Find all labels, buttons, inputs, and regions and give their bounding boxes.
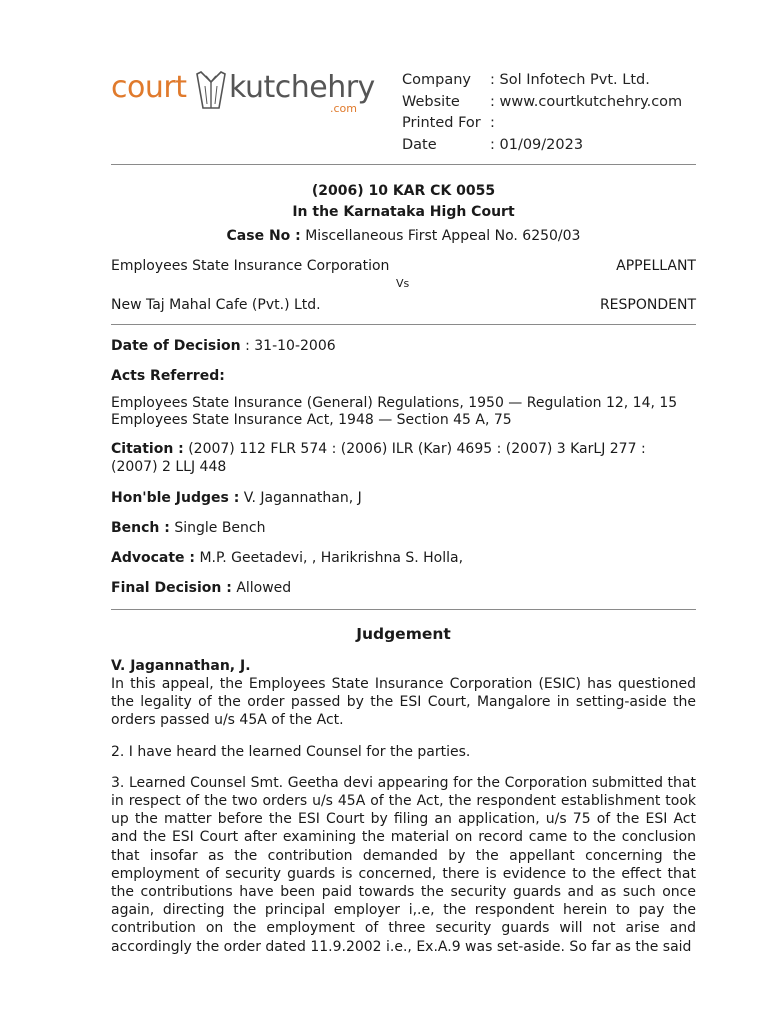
bench-label: Bench :	[111, 520, 170, 536]
judges-label: Hon'ble Judges :	[111, 490, 240, 506]
respondent-name: New Taj Mahal Cafe (Pvt.) Ltd.	[111, 297, 321, 313]
judgement-author	[111, 657, 696, 675]
final-decision	[111, 579, 696, 597]
divider	[111, 609, 696, 610]
court-name: In the Karnataka High Court	[292, 204, 515, 220]
meta-label: Date	[402, 136, 437, 153]
advocate	[111, 549, 696, 567]
divider	[111, 164, 696, 165]
meta-label: Printed For	[402, 115, 481, 131]
parties-block	[111, 258, 696, 328]
advocate-label: Advocate :	[111, 550, 196, 566]
judgement-paragraph: 2. I have heard the learned Counsel for the parties.	[111, 743, 471, 760]
citation	[111, 440, 696, 476]
final-value: Allowed	[236, 580, 292, 596]
judgement-title: Judgement	[356, 625, 451, 643]
author-name: V. Jagannathan, J.	[111, 658, 251, 674]
appellant-name: Employees State Insurance Corporation	[111, 258, 390, 274]
meta-row-company	[402, 70, 682, 92]
document-header	[111, 0, 696, 160]
case-citation-heading: (2006) 10 KAR CK 0055	[311, 183, 496, 199]
acts-label: Acts Referred:	[111, 368, 225, 384]
appellant-role: APPELLANT	[616, 258, 696, 274]
logo-kutchehry-text: kutchehry	[229, 70, 375, 105]
bench	[111, 519, 696, 537]
meta-value: :	[490, 115, 495, 131]
act-item: Employees State Insurance (General) Regulations, 1950 — Regulation 12, 14, 15	[111, 395, 678, 411]
meta-row-website	[402, 92, 682, 114]
meta-value: : 01/09/2023	[490, 136, 584, 153]
document-page	[111, 0, 696, 956]
judgement-paragraph: 3. Learned Counsel Smt. Geetha devi appearing for the Corporation submitted that in respect of the two orders u/s 45A of the Act, the respondent establishment took up the matter before the ESI Court by filing an application, u/s 75 of the ESI Act and the ESI Court after examining the material on record came to the conclusion that insofar as the contribution demanded by the appellant concerning the employment of security guards is concerned, there is evidence to the effect that the contributions have been paid towards the security guards and as such once again, directing the principal employer i,.e, the respondent herein to pay the contribution on the employment of three security guards will not arise and accordingly the order dated 11.9.2002 i.e., Ex.A.9 was set-aside. So far as the said	[111, 774, 696, 955]
judges-value: V. Jagannathan, J	[243, 490, 362, 506]
meta-value: : www.courtkutchehry.com	[490, 93, 683, 110]
final-label: Final Decision :	[111, 580, 232, 596]
meta-row-printed-for	[402, 113, 682, 135]
meta-row-date	[402, 135, 682, 157]
meta-value: : Sol Infotech Pvt. Ltd.	[490, 72, 650, 88]
citation-label: Citation :	[111, 441, 184, 457]
case-no-label: Case No :	[226, 228, 301, 244]
honble-judges	[111, 489, 696, 507]
citation-value: (2007) 112 FLR 574 : (2006) ILR (Kar) 4695 : (2007) 3 KarLJ 277 : (2007) 2 LLJ 448	[111, 441, 646, 475]
decision-label: Date of Decision	[111, 338, 241, 354]
acts-list	[111, 395, 696, 428]
versus-text: Vs	[396, 277, 410, 290]
print-metadata	[402, 70, 682, 156]
act-item: Employees State Insurance Act, 1948 — Section 45 A, 75	[111, 411, 512, 428]
logo-court-text: court	[111, 70, 187, 105]
case-no-value: Miscellaneous First Appeal No. 6250/03	[305, 228, 581, 244]
bench-value: Single Bench	[174, 520, 266, 536]
logo-dotcom-text: .com	[330, 102, 357, 115]
acts-referred-label	[111, 367, 696, 385]
judgement-paragraph: In this appeal, the Employees State Insurance Corporation (ESIC) has questioned the legality of the order passed by the ESI Court, Mangalore in setting-aside the orders passed u/s 45A of the Act.	[111, 676, 696, 729]
meta-label: Website	[402, 93, 460, 110]
respondent-role: RESPONDENT	[599, 297, 696, 313]
judge-gown-icon	[193, 68, 229, 112]
date-of-decision	[111, 337, 696, 355]
case-number	[111, 228, 696, 244]
meta-label: Company	[402, 72, 471, 88]
decision-value: : 31-10-2006	[245, 338, 336, 354]
advocate-value: M.P. Geetadevi, , Harikrishna S. Holla,	[199, 550, 464, 566]
